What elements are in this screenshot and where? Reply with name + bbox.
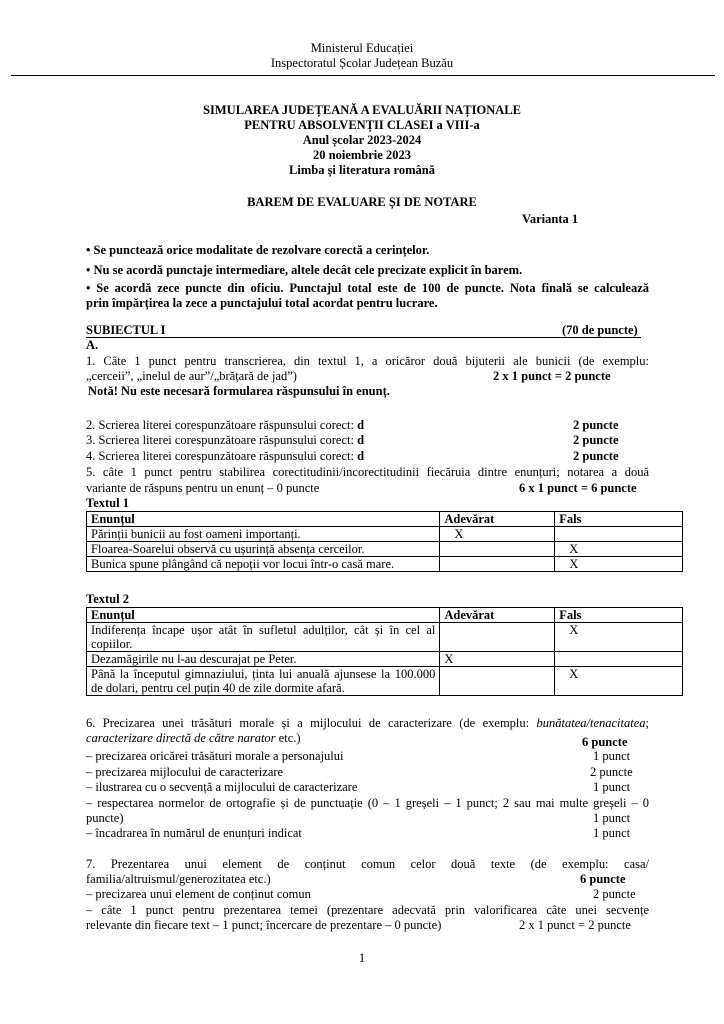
q4-points: 2 puncte (573, 449, 619, 463)
q6-item-5: – încadrarea în numărul de enunțuri indicat (86, 826, 302, 840)
q1-line-2: „cerceii”, „inelul de aur”/„brățară de jad”) (86, 369, 297, 383)
rule-3b: prin împărțirea la zece a punctajului total acordat pentru lucrare. (86, 296, 438, 310)
header-divider (11, 75, 715, 76)
table-row (87, 652, 683, 667)
q6-item-1: – precizarea oricărei trăsături morale a personajului (86, 749, 344, 763)
q2-points: 2 puncte (573, 418, 619, 432)
q7-item-1: – precizarea unui element de conținut comun (86, 887, 311, 901)
barem-title: BAREM DE EVALUARE ȘI DE NOTARE (247, 195, 477, 209)
page-number: 1 (358, 951, 366, 965)
q6-item-3-pts: 1 punct (593, 780, 631, 794)
rule-2: • Nu se acordă punctaje intermediare, altele decât cele precizate explicit în barem. (86, 263, 523, 277)
variant-label: Varianta 1 (522, 212, 579, 226)
table-row (87, 667, 683, 696)
q6-item-4-pts: 1 punct (593, 811, 631, 825)
title-line-5: Limba și literatura română (289, 163, 435, 177)
q6-item-3: – ilustrarea cu o secvență a mijlocului de caracterizare (86, 780, 358, 794)
q6-item-1-pts: 1 punct (593, 749, 631, 763)
statement-cell: Părinții bunicii au fost oameni importanți. (87, 527, 440, 542)
section-a: A. (86, 338, 99, 352)
q6-line-2 (86, 731, 649, 746)
subject-points: (70 de puncte) (562, 323, 638, 337)
q7-line-1: 7. Prezentarea unui element de conținut comun celor două texte (de exemplu: casa/ (86, 857, 649, 871)
q2-line (86, 418, 649, 433)
header-statement: Enunțul (87, 512, 440, 527)
table-header-row (87, 512, 683, 527)
statement-cell: Bunica spune plângând că nepoții vor locui într-o casă mare. (87, 557, 440, 572)
true-cell (440, 542, 555, 557)
q7-item-2-pts: 2 x 1 punct = 2 puncte (519, 918, 631, 932)
q6-total: 6 puncte (582, 735, 628, 749)
q6-example: bunătatea/tenacitatea (536, 716, 646, 730)
text2-table (86, 607, 683, 696)
statement-cell: Dezamăgirile nu l-au descurajat pe Peter. (87, 652, 440, 667)
q1-points: 2 x 1 punct = 2 puncte (493, 369, 611, 383)
true-cell: X (440, 652, 555, 667)
q5-line-1: 5. câte 1 punct pentru stabilirea corectitudinii/incorectitudinii fiecăruia dintre enunțuri; notarea a două (86, 465, 649, 479)
header-ministry: Ministerul Educației (310, 41, 414, 55)
text1-label: Textul 1 (86, 496, 129, 510)
q3-line (86, 433, 649, 448)
table-header-row (87, 608, 683, 623)
q4-text: 4. Scrierea literei corespunzătoare răspunsului corect: (86, 449, 358, 463)
header-true: Adevărat (440, 608, 555, 623)
rule-3a: • Se acordă zece puncte din oficiu. Punctajul total este de 100 de puncte. Nota finală se calculează (86, 281, 649, 295)
true-cell (440, 623, 555, 652)
q5-line-2: variante de răspuns pentru un enunț – 0 puncte (86, 481, 320, 495)
q2-text: 2. Scrierea literei corespunzătoare răspunsului corect: (86, 418, 358, 432)
header-true: Adevărat (440, 512, 555, 527)
statement-cell: Până la începutul gimnaziului, ținta lui anuală ajunsese la 100.000 de dolari, pentru cel puțin 40 de zile dormite afară. (87, 667, 440, 696)
header-statement: Enunțul (87, 608, 440, 623)
true-cell: X (440, 527, 555, 542)
q4-line (86, 449, 649, 464)
title-line-3: Anul școlar 2023-2024 (302, 133, 422, 147)
q7-total: 6 puncte (580, 872, 626, 886)
true-cell (440, 667, 555, 696)
q6-etc: etc.) (275, 731, 301, 745)
true-cell (440, 557, 555, 572)
q6-line-1 (86, 716, 649, 731)
statement-cell: Indiferența încape ușor atât în sufletul adulților, cât și în cel al copiilor. (87, 623, 440, 652)
q6-sep: ; (645, 716, 649, 730)
false-cell: X (555, 542, 683, 557)
table-row (87, 557, 683, 572)
header-inspectorate: Inspectoratul Școlar Județean Buzău (270, 56, 454, 70)
q1-note: Notă! Nu este necesară formularea răspunsului în enunț. (88, 384, 390, 398)
subject-title: SUBIECTUL I (86, 323, 166, 337)
q6-example-2: caracterizare directă de către narator (86, 731, 276, 745)
q7-item-2a: – câte 1 punct pentru prezentarea temei (prezentare adecvată prin valorificarea câte unei secvențe (86, 903, 649, 917)
title-line-2: PENTRU ABSOLVENȚII CLASEI a VIII-a (244, 118, 480, 132)
q6-item-5-pts: 1 punct (593, 826, 631, 840)
q7-item-1-pts: 2 puncte (593, 887, 636, 901)
rule-1: • Se punctează orice modalitate de rezolvare corectă a cerințelor. (86, 243, 430, 257)
q3-points: 2 puncte (573, 433, 619, 447)
q6-item-2: – precizarea mijlocului de caracterizare (86, 765, 284, 779)
text1-table (86, 511, 683, 572)
header-false: Fals (555, 512, 683, 527)
q4-answer: d (357, 449, 365, 463)
false-cell: X (555, 667, 683, 696)
q3-text: 3. Scrierea literei corespunzătoare răspunsului corect: (86, 433, 358, 447)
q7-item-2b: relevante din fiecare text – 1 punct; încercare de prezentare – 0 puncte) (86, 918, 442, 932)
title-line-1: SIMULAREA JUDEȚEANĂ A EVALUĂRII NAȚIONALE (203, 103, 521, 117)
q7-line-2: familia/altruismul/generozitatea etc.) (86, 872, 271, 886)
statement-cell: Floarea-Soarelui observă cu ușurință absența cerceilor. (87, 542, 440, 557)
header-false: Fals (555, 608, 683, 623)
q6-item-4b: puncte) (86, 811, 124, 825)
q2-answer: d (357, 418, 365, 432)
false-cell: X (555, 623, 683, 652)
text2-label: Textul 2 (86, 592, 129, 606)
q5-points: 6 x 1 punct = 6 puncte (519, 481, 637, 495)
title-line-4: 20 noiembrie 2023 (313, 148, 411, 162)
table-row (87, 542, 683, 557)
table-row (87, 623, 683, 652)
false-cell (555, 527, 683, 542)
subject-underline (86, 337, 641, 338)
table-row (87, 527, 683, 542)
false-cell: X (555, 557, 683, 572)
q6-item-2-pts: 2 puncte (590, 765, 633, 779)
q6-item-4: – respectarea normelor de ortografie și de punctuație (0 – 1 greșeli – 1 punct; 2 sau mai multe greșeli – 0 (86, 796, 649, 810)
q6-intro: 6. Precizarea unei trăsături morale și a mijlocului de caracterizare (de exemplu: (86, 716, 537, 730)
q3-answer: d (357, 433, 365, 447)
false-cell (555, 652, 683, 667)
q1-line-1: 1. Câte 1 punct pentru transcrierea, din textul 1, a oricăror două bijuterii ale bunicii (de exemplu: (86, 354, 649, 368)
